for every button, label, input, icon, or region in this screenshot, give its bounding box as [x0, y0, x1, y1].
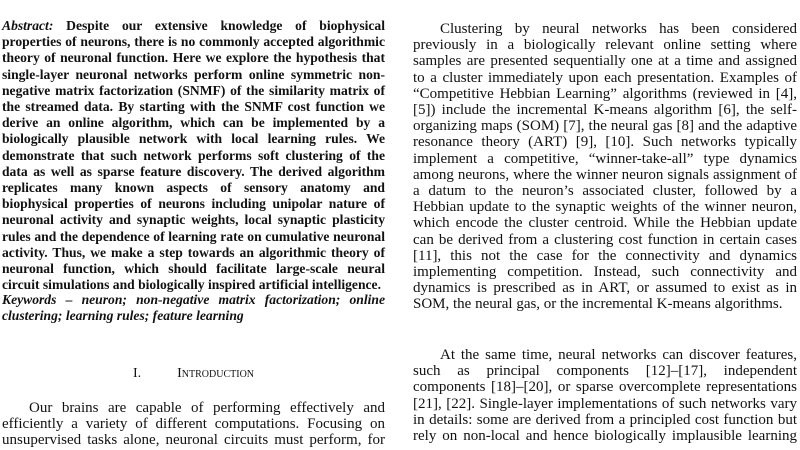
body-line: to a cluster immediately upon each presentation. Examples of [413, 69, 797, 86]
abstract-line: properties of neurons, there is no commonly accepted algorithmic [2, 34, 385, 50]
keywords-line: clustering; learning rules; feature learning [2, 308, 244, 324]
body-line: can be derived from a clustering cost function in certain cases [413, 231, 797, 248]
body-line: resonance theory (ART) [9], [10]. Such networks typically [413, 134, 797, 151]
body-line: At the same time, neural networks can discover features, [440, 347, 797, 363]
abstract-line: rules and the dependence of learning rate on cumulative neuronal [2, 228, 385, 244]
body-line: such as principal components [12]–[17], independent [413, 363, 797, 380]
abstract-label: Abstract: [2, 18, 54, 33]
abstract-line: activity. Thus, we make a step towards an algorithmic theory of [2, 244, 385, 260]
body-line: rely on non-local and hence biologically implausible learning [413, 428, 797, 444]
keywords-line: Keywords – neuron; non-negative matrix factorization; online [2, 292, 385, 307]
body-line: organizing maps (SOM) [7], the neural gas [8] and the adaptive [413, 118, 797, 135]
abstract-line [2, 18, 385, 34]
abstract-line: neuronal function, which should facilitate large-scale neural [2, 261, 385, 276]
body-line: samples are presented sequentially one at a time and assigned [413, 53, 797, 70]
abstract-line: the streamed data. By starting with the SNMF cost function we [2, 99, 385, 114]
abstract-line: data as well as sparse feature discovery. The derived algorithm [2, 163, 385, 179]
body-line: components [18]–[20], or sparse overcomplete representations [413, 379, 797, 396]
body-line: [21], [22]. Single-layer implementations of such networks vary [413, 395, 797, 412]
abstract-line: negative matrix factorization (SNMF) of the similarity matrix of [2, 82, 385, 98]
body-line: which encode the cluster centroid. While the Hebbian update [413, 215, 797, 232]
body-line: implementing competition. Instead, such connectivity and [413, 264, 797, 280]
body-line: previously in a biologically relevant online setting where [413, 37, 797, 54]
body-line: among neurons, where the winner neuron signals assignment of [413, 166, 797, 183]
body-line: a datum to the neuron’s associated cluster, followed by a [413, 183, 797, 199]
abstract-line: neuronal activity and synaptic weights, local synaptic plasticity [2, 212, 385, 228]
abstract-line: biologically plausible network with local learning rules. We [2, 131, 385, 147]
body-line: SOM, the neural gas, or the incremental K-means algorithms. [413, 296, 783, 313]
body-line: in details: some are derived from a principled cost function but [413, 411, 797, 428]
body-line: unsupervised tasks alone, neuronal circuits must perform, for [2, 432, 385, 449]
body-line: Clustering by neural networks has been considered [440, 21, 797, 37]
section-title: Introduction [177, 366, 255, 381]
body-line: [11], this not the case for the connectivity and dynamics [413, 247, 797, 264]
section-heading [2, 366, 385, 382]
abstract-line: circuit simulations and biologically inspired artificial intelligence. [2, 277, 381, 293]
body-line: Hebbian update to the synaptic weights of the winner neuron, [413, 199, 797, 216]
section-number: I. [132, 366, 142, 381]
abstract-line: demonstrate that such network performs soft clustering of the [2, 147, 385, 163]
body-line: implement a competitive, “winner-take-all” type dynamics [413, 150, 797, 167]
abstract-line: replicates many known aspects of sensory anatomy and [2, 180, 385, 195]
body-line: Our brains are capable of performing effectively and [29, 400, 385, 416]
abstract-text: Despite our extensive knowledge of biophysical [66, 18, 385, 33]
abstract-line: single-layer neuronal networks perform online symmetric non- [2, 66, 385, 82]
body-line: dynamics is prescribed as in ART, or assumed to exist as in [413, 280, 797, 297]
body-line: [5]) include the incremental K-means algorithm [6], the self- [413, 102, 797, 118]
body-line: efficiently a variety of different computations. Focusing on [2, 416, 385, 433]
abstract-line: theory of neuronal function. Here we explore the hypothesis that [2, 50, 385, 66]
body-line: “Competitive Hebbian Learning” algorithms (reviewed in [4], [413, 85, 797, 102]
abstract-line: biophysical properties of neurons including unipolar nature of [2, 196, 385, 212]
abstract-line: derive an online algorithm, which can be implemented by a [2, 115, 385, 131]
